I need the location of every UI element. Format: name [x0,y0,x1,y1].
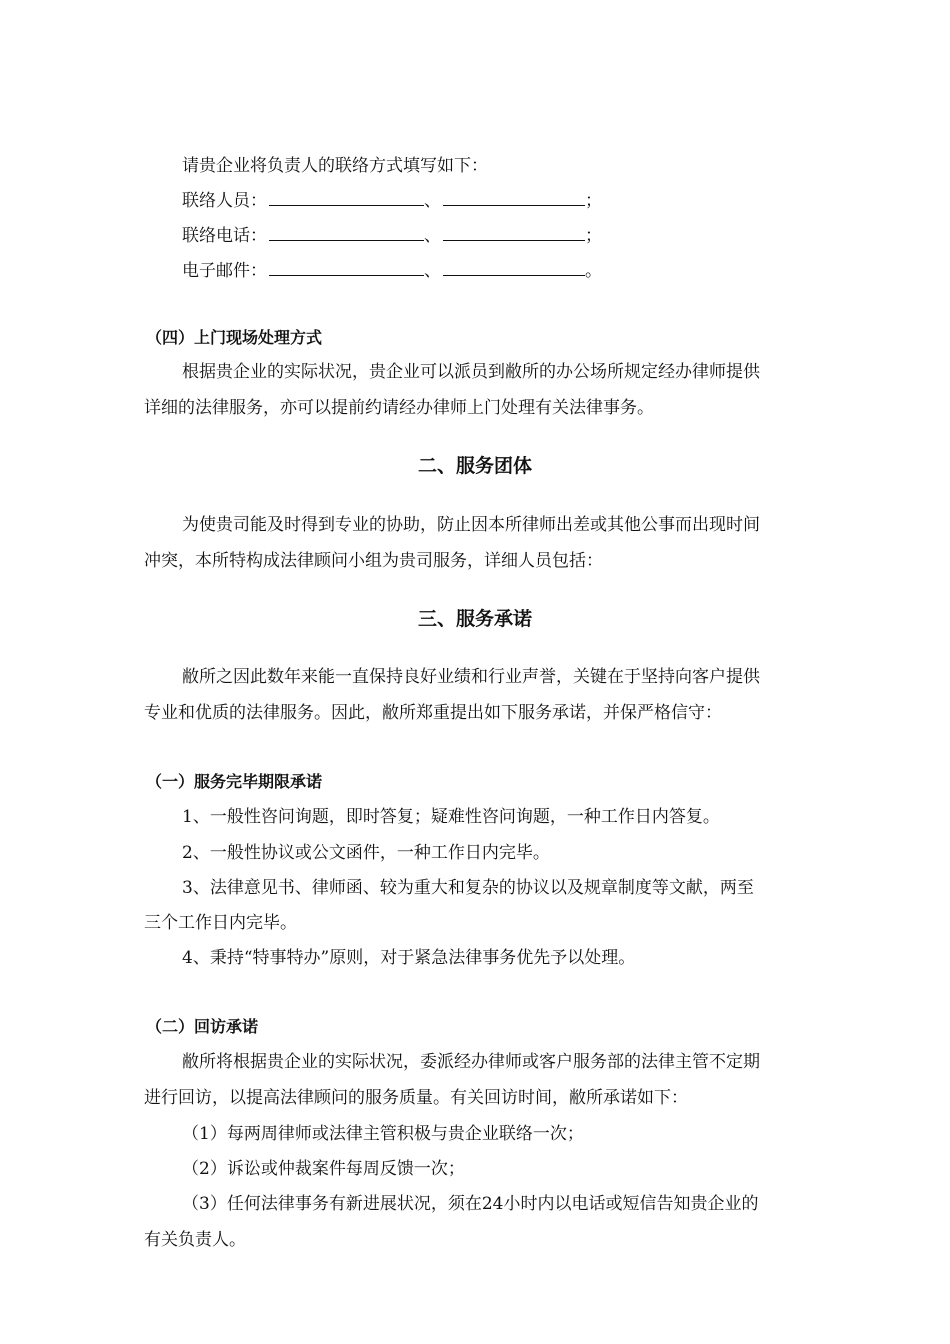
contact-person-end: ； [585,191,602,211]
team-paragraph-line-2: 冲突，本所特构成法律顾问小组为贵司服务，详细人员包括： [144,551,603,571]
revisit-paragraph-line-1: 敝所将根据贵企业的实际状况，委派经办律师或客户服务部的法律主管不定期 [182,1052,760,1072]
revisit-paragraph-line-2: 进行回访，以提高法律顾问的服务质量。有关回访时间，敝所承诺如下： [144,1088,688,1108]
contact-person-sep: 、 [424,191,441,211]
onsite-paragraph-line-1: 根据贵企业的实际状况，贵企业可以派员到敝所的办公场所规定经办律师提供 [182,362,760,382]
contact-phone-field-2[interactable] [443,225,585,241]
contact-intro: 请贵企业将负责人的联络方式填写如下： [182,156,488,176]
deadline-item-1: 1、一般性咨问询题，即时答复；疑难性咨问询题，一种工作日内答复。 [182,807,720,827]
contact-email-sep: 、 [424,261,441,281]
contact-row-phone [182,225,602,247]
onsite-paragraph-line-2: 详细的法律服务，亦可以提前约请经办律师上门处理有关法律事务。 [144,398,654,418]
contact-phone-end: ； [585,226,602,246]
revisit-item-3-line-2: 有关负责人。 [144,1230,246,1250]
contact-email-field-2[interactable] [443,260,585,276]
team-section-title: 二、服务团体 [417,455,532,477]
revisit-item-3-line-1: （3）任何法律事务有新进展状况，须在24小时内以电话或短信告知贵企业的 [182,1194,759,1214]
contact-email-label: 电子邮件： [182,261,267,281]
promise-paragraph-line-1: 敝所之因此数年来能一直保持良好业绩和行业声誉，关键在于坚持向客户提供 [182,667,760,687]
deadline-heading: （一）服务完毕期限承诺 [146,772,323,791]
deadline-item-2: 2、一般性协议或公文函件，一种工作日内完毕。 [182,843,550,863]
promise-paragraph-line-2: 专业和优质的法律服务。因此，敝所郑重提出如下服务承诺，并保严格信守： [144,703,722,723]
revisit-heading: （二）回访承诺 [146,1017,259,1036]
contact-email-field-1[interactable] [269,260,424,276]
revisit-item-2: （2）诉讼或仲裁案件每周反馈一次； [182,1159,465,1179]
contact-row-email [182,260,602,282]
contact-phone-sep: 、 [424,226,441,246]
contact-row-person [182,190,602,212]
contact-email-end: 。 [585,261,602,281]
revisit-item-1: （1）每两周律师或法律主管积极与贵企业联络一次； [182,1124,584,1144]
contact-person-label: 联络人员： [182,191,267,211]
deadline-item-3-line-2: 三个工作日内完毕。 [144,913,297,933]
onsite-heading: （四）上门现场处理方式 [146,328,323,347]
deadline-item-4: 4、秉持“特事特办”原则，对于紧急法律事务优先予以处理。 [182,948,636,968]
contact-person-field-2[interactable] [443,190,585,206]
contact-person-field-1[interactable] [269,190,424,206]
contact-phone-label: 联络电话： [182,226,267,246]
team-paragraph-line-1: 为使贵司能及时得到专业的协助，防止因本所律师出差或其他公事而出现时间 [182,515,760,535]
contact-phone-field-1[interactable] [269,225,424,241]
promise-section-title: 三、服务承诺 [417,608,532,630]
deadline-item-3-line-1: 3、法律意见书、律师函、较为重大和复杂的协议以及规章制度等文献，两至 [182,878,754,898]
